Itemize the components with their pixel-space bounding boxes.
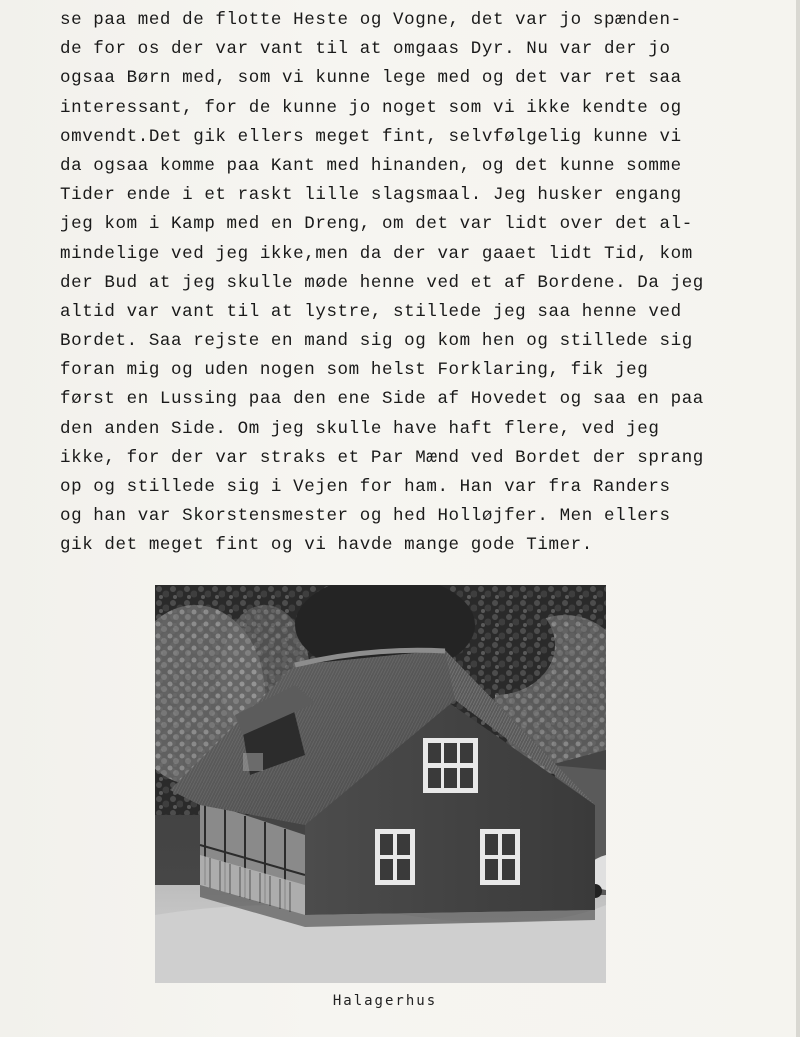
figure-caption (0, 993, 770, 1009)
text-line: altid var vant til at lystre, stillede jeg saa henne ved (60, 301, 682, 322)
text-line: først en Lussing paa den ene Side af Hovedet og saa en paa (60, 389, 704, 410)
text-line: interessant, for de kunne jo noget som vi ikke kendte og (60, 97, 682, 118)
upper-window (423, 738, 478, 793)
text-line: da ogsaa komme paa Kant med hinanden, og det kunne somme (60, 155, 682, 176)
text-line: de for os der var vant til at omgaas Dyr. Nu var der jo (60, 39, 671, 60)
caption-text: Halagerhus (332, 993, 438, 1009)
text-line: Tider ende i et raskt lille slagsmaal. Jeg husker engang (60, 185, 682, 206)
house-photo (155, 585, 606, 983)
text-line: jeg kom i Kamp med en Dreng, om det var lidt over det al- (60, 214, 693, 235)
text-line: omvendt.Det gik ellers meget fint, selvfølgelig kunne vi (60, 126, 682, 147)
text-line: Bordet. Saa rejste en mand sig og kom hen og stillede sig (60, 331, 693, 352)
text-line: der Bud at jeg skulle møde henne ved et af Bordene. Da jeg (60, 272, 704, 293)
body-text (60, 6, 750, 561)
text-line: foran mig og uden nogen som helst Forklaring, fik jeg (60, 360, 649, 381)
text-line: mindelige ved jeg ikke,men da der var gaaet lidt Tid, kom (60, 243, 693, 264)
text-line: ogsaa Børn med, som vi kunne lege med og det var ret saa (60, 68, 682, 89)
text-line: den anden Side. Om jeg skulle have haft flere, ved jeg (60, 418, 660, 439)
house-photo-illustration (155, 585, 606, 983)
text-line: se paa med de flotte Heste og Vogne, det var jo spænden- (60, 10, 682, 30)
text-line: op og stillede sig i Vejen for ham. Han var fra Randers (60, 477, 671, 497)
text-line: og han var Skorstensmester og hed Holløjfer. Men ellers (60, 506, 671, 527)
text-line: gik det meget fint og vi havde mange gode Timer. (60, 535, 593, 556)
text-line: ikke, for der var straks et Par Mænd ved Bordet der sprang (60, 447, 704, 468)
page-edge (796, 0, 800, 1037)
